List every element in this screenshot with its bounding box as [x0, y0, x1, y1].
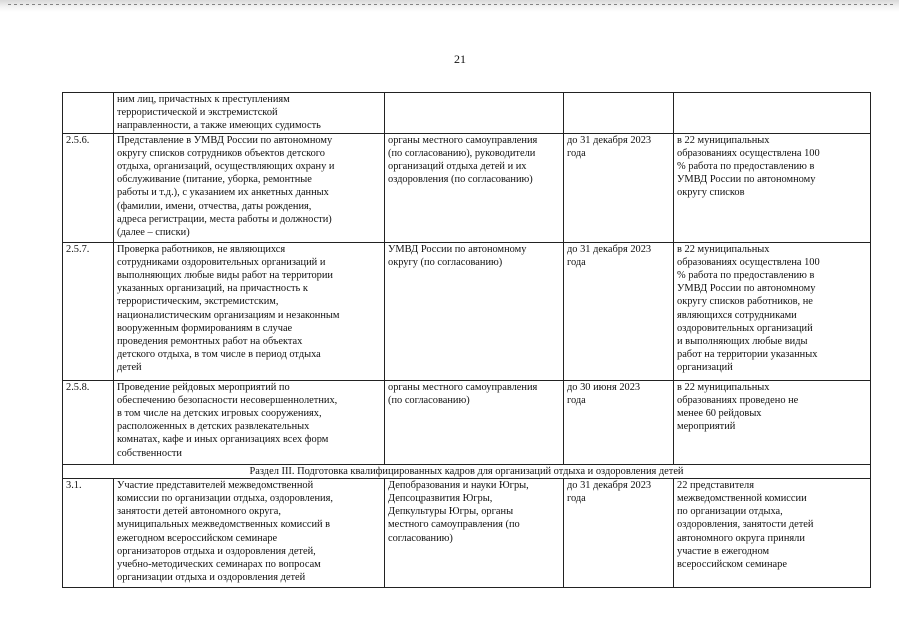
result-cell — [674, 93, 871, 134]
result-cell — [674, 478, 871, 587]
action-cell-text: ним лиц, причастных к преступлениям террористической и экстремистской направленности, а также имеющих судимость — [117, 94, 321, 132]
result-cell — [674, 133, 871, 242]
action-cell-text: Представление в УМВД России по автономному округу списков сотрудников объектов детского отдыха, организаций, осуществляющих охрану и обслуживание (питание, уборка, ремонтные работы и т.д.), с указанием их анкетных данных (фамилии, имени, отчества, даты рождения, адреса регистрации, места работы и должности) (далее – списки) — [117, 134, 335, 239]
action-cell — [114, 380, 385, 464]
deadline-cell — [564, 380, 674, 464]
page-number: 21 — [454, 52, 466, 66]
item-number-cell — [63, 242, 114, 380]
responsible-cell — [385, 93, 564, 134]
item-number-cell — [63, 93, 114, 134]
result-cell-text: в 22 муниципальных образованиях проведено не менее 60 рейдовых мероприятий — [677, 381, 799, 433]
responsible-cell-text: Депобразования и науки Югры, Депсоцразвития Югры, Депкультуры Югры, органы местного самоуправления (по согласованию) — [388, 479, 529, 544]
responsible-cell-text: органы местного самоуправления (по согласованию), руководители организаций отдыха детей и их оздоровления (по согласованию) — [388, 134, 538, 186]
measures-table — [62, 92, 871, 588]
responsible-cell — [385, 242, 564, 380]
measures-table-body — [63, 93, 871, 588]
deadline-cell-text: до 30 июня 2023 года — [567, 381, 641, 406]
table-row — [63, 242, 871, 380]
scan-top-edge — [0, 0, 899, 12]
table-row — [63, 380, 871, 464]
table-row — [63, 478, 871, 587]
responsible-cell — [385, 478, 564, 587]
item-number-cell-text: 2.5.6. — [66, 134, 90, 146]
item-number-cell — [63, 133, 114, 242]
responsible-cell — [385, 380, 564, 464]
result-cell — [674, 242, 871, 380]
item-number-cell-text: 3.1. — [66, 479, 82, 491]
action-cell-text: Проверка работников, не являющихся сотрудниками оздоровительных организаций и выполняющих любые виды работ на территории указанных организаций, на причастность к террористическим, экстремистским, националистическим организациям и незаконным вооруженным формированиям в случае проведения ремонтных работ на объектах детского отдыха, в том числе в период отдыха детей — [117, 243, 340, 374]
deadline-cell-text: до 31 декабря 2023 года — [567, 479, 652, 505]
action-cell — [114, 93, 385, 134]
action-cell-text: Проведение рейдовых мероприятий по обеспечению безопасности несовершеннолетних, в том числе на детских игровых сооружениях, расположенных в детских развлекательных комнатах, кафе и иных организациях всех форм собственности — [117, 381, 338, 459]
deadline-cell — [564, 93, 674, 134]
responsible-cell-text: УМВД России по автономному округу (по согласованию) — [388, 243, 527, 268]
deadline-cell-text: до 31 декабря 2023 года — [567, 243, 652, 268]
action-cell — [114, 478, 385, 587]
deadline-cell — [564, 133, 674, 242]
result-cell — [674, 380, 871, 464]
result-cell-text: в 22 муниципальных образованиях осуществлена 100 % работа по предоставлению в УМВД России по автономному округу списков работников, не являющихся сотрудниками оздоровительных организаций и выполняющих любые виды работ на территории указанных организаций — [677, 243, 820, 374]
table-row — [63, 133, 871, 242]
section-header-row — [63, 464, 871, 478]
item-number-cell — [63, 478, 114, 587]
table-row — [63, 93, 871, 134]
scan-dotted-line — [8, 4, 894, 5]
responsible-cell — [385, 133, 564, 242]
deadline-cell — [564, 478, 674, 587]
item-number-cell — [63, 380, 114, 464]
item-number-cell-text: 2.5.7. — [66, 243, 90, 255]
deadline-cell-text: до 31 декабря 2023 года — [567, 134, 652, 159]
action-cell-text: Участие представителей межведомственной комиссии по организации отдыха, оздоровления, занятости детей автономного округа, муниципальных межведомственных комиссий в ежегодном всероссийском семинаре организаторов отдыха и оздоровления детей, учебно-методических семинарах по вопросам организации отдыха и оздоровления детей — [117, 479, 333, 584]
action-cell — [114, 133, 385, 242]
result-cell-text: 22 представителя межведомственной комиссии по организации отдыха, оздоровления, занятости детей автономного округа приняли участие в ежегодном всероссийском семинаре — [677, 479, 814, 571]
section-title: Раздел III. Подготовка квалифицированных кадров для организаций отдыха и оздоровления детей — [63, 464, 871, 478]
responsible-cell-text: органы местного самоуправления (по согласованию) — [388, 381, 538, 406]
action-cell — [114, 242, 385, 380]
result-cell-text: в 22 муниципальных образованиях осуществлена 100 % работа по предоставлению в УМВД России по автономному округу списков — [677, 134, 820, 199]
deadline-cell — [564, 242, 674, 380]
item-number-cell-text: 2.5.8. — [66, 381, 90, 393]
